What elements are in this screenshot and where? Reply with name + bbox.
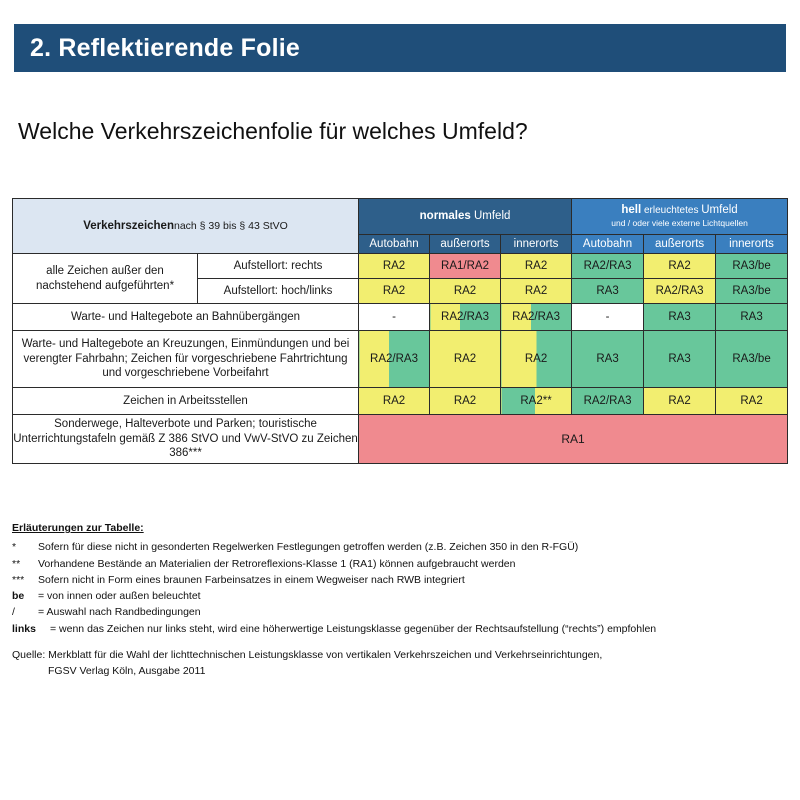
source-line-1: Quelle: Merkblatt für die Wahl der lichttechnischen Leistungsklasse von vertikalen Verkehrszeichen und Verkehrseinrichtungen, [12,649,603,661]
foil-selection-table [12,198,788,464]
note-text: Vorhandene Bestände an Materialien der Retroreflexions-Klasse 1 (RA1) können aufgebraucht werden [38,557,516,570]
group-header-normal [359,199,572,235]
col-header-autobahn-normal: Autobahn [359,234,430,253]
note-text: = wenn das Zeichen nur links steht, wird eine höherwertige Leistungsklasse gegenüber der Rechtsaufstellung (“rechts”) empfohlen [50,622,657,635]
row-label-bahnuebergaenge: Warte- und Haltegebote an Bahnübergängen [13,304,359,331]
col-header-innerorts-normal: innerorts [501,234,572,253]
group-bright-thin: Umfeld [701,204,738,217]
notes-heading: Erläuterungen zur Tabelle: [12,522,144,534]
table-notes [12,520,792,637]
row-label-all-signs: alle Zeichen außer den nachstehend aufgeführten* [13,254,198,304]
cell-r3-c5: RA3 [644,331,716,388]
note-item [12,621,792,637]
cell-r4-c1: RA2 [359,388,430,415]
group-bright-bold: hell [621,204,642,217]
cell-r1a-c4: RA2/RA3 [572,254,644,279]
group-normal-bold: normales [419,210,471,223]
col-header-ausserorts-bright: außerorts [644,234,716,253]
cell-r1b-c6: RA3/be [716,279,788,304]
corner-subtitle: nach § 39 bis § 43 StVO [173,220,288,232]
group-header-bright [572,199,788,235]
cell-r3-c2: RA2 [430,331,501,388]
cell-r4-c3: RA2** [501,388,572,415]
group-bright-mid: erleuchtetes [641,205,702,217]
cell-r2-c6: RA3 [716,304,788,331]
cell-r4-c2: RA2 [430,388,501,415]
cell-r1b-c5: RA2/RA3 [644,279,716,304]
cell-r1b-c2: RA2 [430,279,501,304]
cell-r5-span: RA1 [359,415,788,464]
cell-r2-c3: RA2/RA3 [501,304,572,331]
col-header-innerorts-bright: innerorts [716,234,788,253]
note-text: = von innen oder außen beleuchtet [38,590,201,603]
cell-r1a-c5: RA2 [644,254,716,279]
table-row [13,304,788,331]
note-mark: / [12,606,15,619]
table-row [13,415,788,464]
table-row [13,254,788,279]
note-mark: be [12,590,25,603]
cell-r1a-c1: RA2 [359,254,430,279]
cell-r4-c4: RA2/RA3 [572,388,644,415]
row-label-sonderwege: Sonderwege, Halteverbote und Parken; touristische Unterrichtungstafeln gemäß Z 386 StVO und VwV-StVO zu Zeichen 386*** [13,415,359,464]
note-text: Sofern nicht in Form eines braunen Farbeinsatzes in einem Wegweiser nach RWB integriert [38,573,465,586]
note-text: Sofern für diese nicht in gesonderten Regelwerken Festlegungen getroffen werden (z.B. Zeichen 350 in den R-FGÜ) [38,541,579,554]
cell-r2-c1: - [359,304,430,331]
cell-r3-c3: RA2 [501,331,572,388]
group-bright-sub: und / oder viele externe Lichtquellen [611,217,748,228]
corner-title: Verkehrszeichen [83,220,174,232]
table-row [13,331,788,388]
cell-r2-c5: RA3 [644,304,716,331]
cell-r1b-c3: RA2 [501,279,572,304]
sub-row-label-rechts: Aufstellort: rechts [198,254,359,279]
group-normal-thin: Umfeld [470,210,511,223]
note-item [12,588,792,604]
cell-r1a-c3: RA2 [501,254,572,279]
slide-title-bar [14,24,786,72]
cell-r4-c5: RA2 [644,388,716,415]
note-item [12,556,792,572]
cell-r3-c4: RA3 [572,331,644,388]
source-line-2: FGSV Verlag Köln, Ausgabe 2011 [48,664,206,677]
sub-row-label-hoch-links: Aufstellort: hoch/links [198,279,359,304]
table-corner-cell [13,199,359,254]
cell-r1b-c4: RA3 [572,279,644,304]
row-label-arbeitsstellen: Zeichen in Arbeitsstellen [13,388,359,415]
col-header-ausserorts-normal: außerorts [430,234,501,253]
cell-r4-c6: RA2 [716,388,788,415]
note-mark: links [12,622,36,635]
note-item [12,539,792,555]
col-header-autobahn-bright: Autobahn [572,234,644,253]
cell-r1a-c2: RA1/RA2 [430,254,501,279]
note-item [12,572,792,588]
table-row [13,388,788,415]
note-item [12,604,792,620]
cell-r2-c4: - [572,304,644,331]
note-text: = Auswahl nach Randbedingungen [38,606,201,619]
cell-r2-c2: RA2/RA3 [430,304,501,331]
cell-r1b-c1: RA2 [359,279,430,304]
slide-subtitle: Welche Verkehrszeichenfolie für welches Umfeld? [18,118,528,144]
note-mark: ** [12,557,21,570]
page-title: 2. Reflektierende Folie [30,33,300,62]
cell-r3-c1: RA2/RA3 [359,331,430,388]
source-note [12,648,792,680]
row-label-kreuzungen: Warte- und Haltegebote an Kreuzungen, Einmündungen und bei verengter Fahrbahn; Zeichen für vorgeschriebene Fahrtrichtung und vorgeschriebene Vorbeifahrt [13,331,359,388]
note-mark: *** [12,573,25,586]
note-mark: * [12,541,17,554]
table-header-group-row [13,199,788,235]
cell-r3-c6: RA3/be [716,331,788,388]
cell-r1a-c6: RA3/be [716,254,788,279]
